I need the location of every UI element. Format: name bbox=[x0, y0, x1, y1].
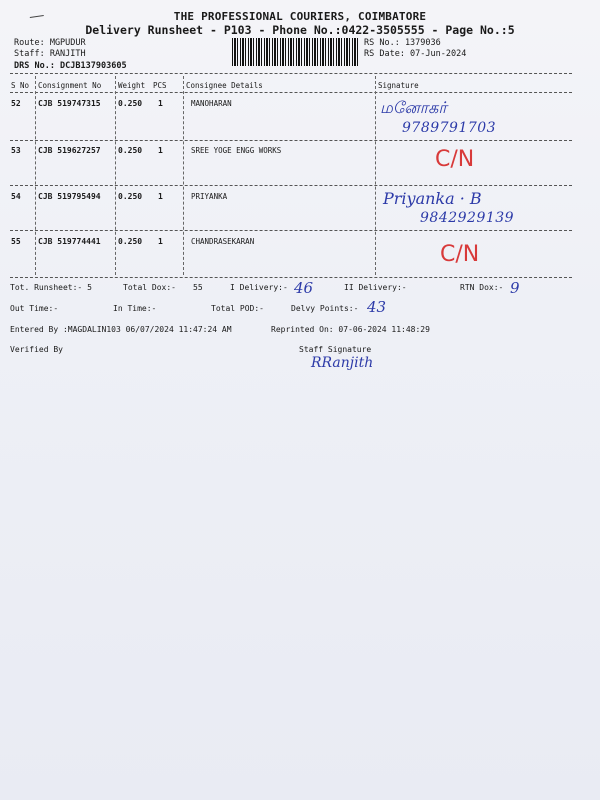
route-label: Route: MGPUDUR bbox=[14, 38, 86, 48]
row-consignment: CJB 519747315 bbox=[38, 99, 101, 108]
reprinted-on: Reprinted On: 07-06-2024 11:48:29 bbox=[271, 325, 430, 334]
row-rule bbox=[10, 185, 572, 186]
table-top-rule bbox=[10, 73, 572, 74]
row-pcs: 1 bbox=[158, 237, 163, 246]
row-sno: 52 bbox=[11, 99, 21, 108]
row-consignee: MANOHARAN bbox=[191, 99, 232, 108]
row-consignment: CJB 519627257 bbox=[38, 146, 101, 155]
col-header-signature: Signature bbox=[378, 81, 419, 90]
out-time-label: Out Time:- bbox=[10, 304, 59, 313]
i-delivery-handwritten: 46 bbox=[294, 279, 314, 297]
row-weight: 0.250 bbox=[118, 146, 143, 155]
total-dox-value: 55 bbox=[193, 283, 203, 292]
ii-delivery-label: II Delivery:- bbox=[344, 283, 407, 292]
delvy-points-handwritten: 43 bbox=[367, 298, 387, 316]
entered-by: Entered By :MAGDALIN103 06/07/2024 11:47:24 AM bbox=[10, 325, 232, 334]
col-header-consignee: Consignee Details bbox=[186, 81, 263, 90]
row-consignment: CJB 519774441 bbox=[38, 237, 101, 246]
row-pcs: 1 bbox=[158, 192, 163, 201]
handwritten-signature: மனோகர் bbox=[380, 98, 447, 117]
runsheet-title: Delivery Runsheet - P103 - Phone No.:0422-3505555 - Page No.:5 bbox=[85, 23, 515, 37]
row-consignment: CJB 519795494 bbox=[38, 192, 101, 201]
staff-signature-label: Staff Signature bbox=[299, 345, 372, 354]
row-sno: 55 bbox=[11, 237, 21, 246]
row-rule bbox=[10, 140, 572, 141]
in-time-label: In Time:- bbox=[113, 304, 157, 313]
col-header-pcs: PCS bbox=[153, 81, 167, 90]
col-header-consignment: Consignment No bbox=[38, 81, 102, 90]
col-divider bbox=[375, 76, 376, 275]
row-consignee: CHANDRASEKARAN bbox=[191, 237, 255, 246]
i-delivery-label: I Delivery:- bbox=[230, 283, 288, 292]
staff-signature-handwritten: RRanjith bbox=[311, 355, 374, 371]
rs-number: RS No.: 1379036 bbox=[364, 38, 441, 48]
row-consignee: PRIYANKA bbox=[191, 192, 228, 201]
col-header-weight: Weight bbox=[118, 81, 146, 90]
row-sno: 53 bbox=[11, 146, 21, 155]
cn-mark: C/N bbox=[435, 147, 475, 172]
verified-by-label: Verified By bbox=[10, 345, 63, 354]
row-sno: 54 bbox=[11, 192, 21, 201]
company-name: THE PROFESSIONAL COURIERS, COIMBATORE bbox=[173, 10, 427, 23]
staff-label: Staff: RANJITH bbox=[14, 49, 86, 59]
row-rule bbox=[10, 230, 572, 231]
handwritten-phone: 9789791703 bbox=[402, 120, 497, 136]
col-divider bbox=[183, 76, 184, 275]
col-header-sno: S No bbox=[11, 81, 30, 90]
col-divider bbox=[115, 76, 116, 275]
drs-number: DRS No.: DCJB137903605 bbox=[14, 61, 127, 71]
row-weight: 0.250 bbox=[118, 192, 143, 201]
delvy-points-label: Delvy Points:- bbox=[291, 304, 359, 313]
total-pod-label: Total POD:- bbox=[211, 304, 264, 313]
handwritten-signature: Priyanka · B bbox=[383, 189, 482, 208]
cn-mark: C/N bbox=[440, 242, 480, 267]
table-bottom-rule bbox=[10, 277, 572, 278]
barcode bbox=[232, 38, 358, 66]
rs-date: RS Date: 07-Jun-2024 bbox=[364, 49, 467, 59]
row-pcs: 1 bbox=[158, 146, 163, 155]
rtn-dox-handwritten: 9 bbox=[510, 279, 520, 297]
row-consignee: SREE YOGE ENGG WORKS bbox=[191, 146, 282, 155]
row-weight: 0.250 bbox=[118, 237, 143, 246]
table-header-rule bbox=[10, 92, 572, 93]
tot-runsheet: Tot. Runsheet:- 5 bbox=[10, 283, 92, 292]
row-pcs: 1 bbox=[158, 99, 163, 108]
row-weight: 0.250 bbox=[118, 99, 143, 108]
rtn-dox-label: RTN Dox:- bbox=[460, 283, 504, 292]
col-divider bbox=[35, 76, 36, 275]
total-dox-label: Total Dox:- bbox=[123, 283, 176, 292]
handwritten-phone: 9842929139 bbox=[420, 210, 515, 226]
